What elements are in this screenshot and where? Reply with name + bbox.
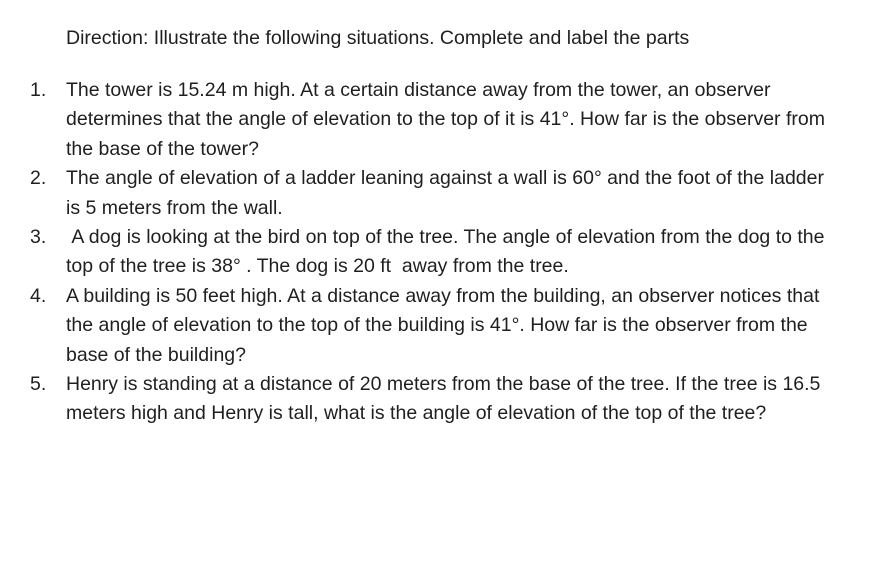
problem-list xyxy=(0,76,895,429)
problem-item-5 xyxy=(0,370,841,429)
problem-number: 2. xyxy=(30,167,47,190)
problem-item-2 xyxy=(0,164,841,223)
problem-text: The angle of elevation of a ladder leaning against a wall is 60° and the foot of the ladder is 5 meters from the wall. xyxy=(66,167,824,219)
problem-number: 5. xyxy=(30,373,47,396)
problem-text: Henry is standing at a distance of 20 meters from the base of the tree. If the tree is 16.5 meters high and Henry is tall, what is the angle of elevation of the top of the tree? xyxy=(66,373,821,425)
problem-text: A dog is looking at the bird on top of the tree. The angle of elevation from the dog to the top of the tree is 38° . The dog is 20 ft away from the tree. xyxy=(66,226,830,278)
problem-number: 1. xyxy=(30,79,47,101)
problem-number: 4. xyxy=(30,284,47,307)
direction-text: Direction: Illustrate the following situations. Complete and label the parts xyxy=(66,27,690,49)
problem-item-3 xyxy=(0,223,841,282)
problem-text: A building is 50 feet high. At a distance away from the building, an observer notices that the angle of elevation to the top of the building is 41°. How far is the observer from the base of the building? xyxy=(66,284,820,366)
problem-number: 3. xyxy=(30,226,47,249)
problem-item-1 xyxy=(0,76,841,164)
problem-item-4 xyxy=(0,282,841,370)
problem-text: The tower is 15.24 m high. At a certain distance away from the tower, an observer determines that the angle of elevation to the top of it is 41°. How far is the observer from the base of the tower? xyxy=(66,79,825,160)
